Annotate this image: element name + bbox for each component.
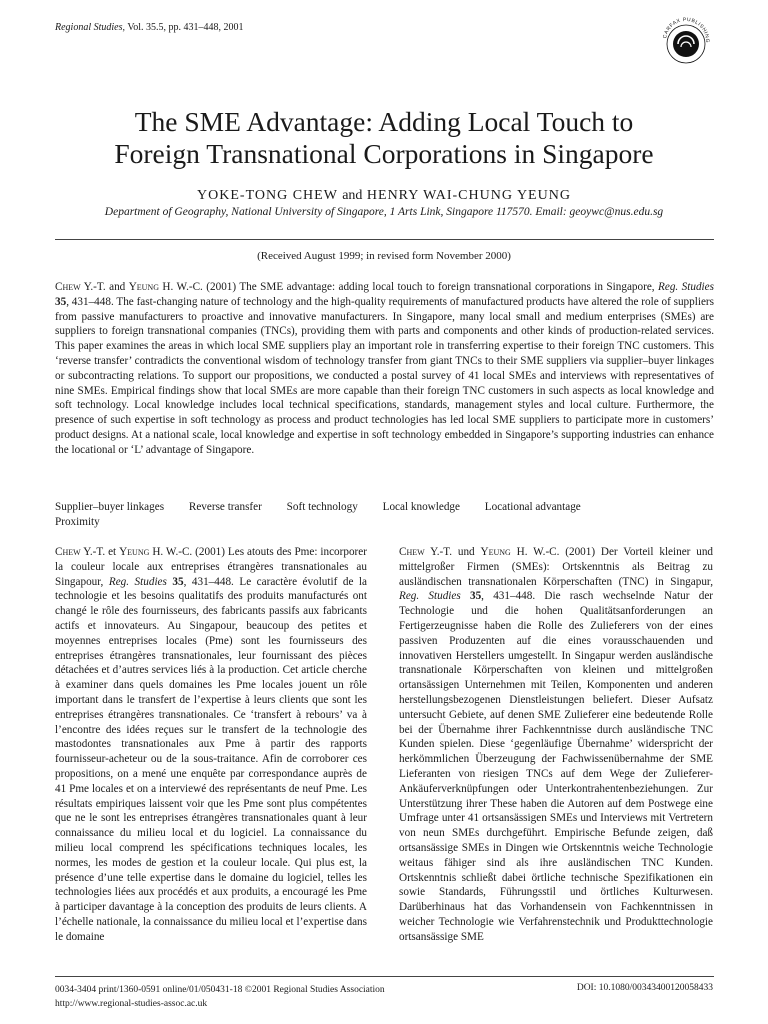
abstract-german: Chew Y.-T. und Yeung H. W.-C. (2001) Der Vorteil kleiner und mittelgroßer Firmen (SMEs): Ortskenntnis als Beitrag zu ausländischen transnationalen Körperschaften (TNC) in Singapur, Reg. Studies 35, 431–448. Die rasch wechselnde Natur der Technologie und die hohen Qualitätsanforderungen an Fertigerzeugnisse haben die Rolle des Zulieferers von der eines passiven Produzenten auf die eines vorausschauenden und innovativen Herstellers umgestellt. In Singapur werden ausländische transnationale Körperschaften von kleinen und mittelgroßen ortansässigen Unternehmen mit Teilen, Komponenten und anderen herstellungsbezogenen Dienstleistungen beliefert. Dieser Aufsatz untersucht Gebiete, auf denen SME Zulieferer eine bedeutende Rolle bei der Übernahme ihrer Fachkenntnisse durch ausländische TNC Kunden spielen. Diese ‘gegenläufige Übernahme’ widerspricht der herkömmlichen Überzeugung der Fachwissenübernahme der SME Lieferanten von riesigen TNCs auf dem Wege der Zulieferer-Ankäuferverknüpfungen oder Unterkontrahentenbeziehungen. Zur Unterstützung ihrer These haben die Autoren auf dem Postwege eine Umfrage unter 41 ortsansässigen SMEs und Interviews mit Vertretern von neun SMEs durchgeführt. Empirische Befunde zeigen, daß ortsansässige SMEs in Dingen wie Ortskenntnis weiche Technologie weitaus fähiger sind als ihre ausländischen TNC Kunden. Ortskenntnis schließt dabei örtliche technische Spezifikationen ein sowie Standards, Führungsstil und örtliches Kulturwesen. Darüberhinaus hat das Vorhandensein von Fachkenntnissen in weicher Technologie wie Verfahrenstechnik und Produkttechnologie ortsansässige SME [399,546,714,943]
author-second: HENRY WAI-CHUNG YEUNG [366,188,571,203]
footer-divider [55,976,714,977]
carfax-publishing-logo [658,13,714,69]
doi: DOI: 10.1080/00343400120058433 [576,983,713,993]
keyword: Soft technology [286,501,358,513]
top-divider [55,239,714,240]
authors [40,188,728,204]
keyword: Locational advantage [484,501,581,513]
journal-name: Regional Studies, [55,22,125,33]
footer-left [55,983,385,1011]
association-url[interactable]: http://www.regional-studies-assoc.ac.uk [55,999,208,1009]
received-dates: (Received August 1999; in revised form November 2000) [257,250,511,262]
authors-and: and [342,188,363,203]
journal-reference [55,22,244,33]
keywords [55,500,714,530]
keyword: Supplier–buyer linkages [55,501,165,513]
abstract-french: Chew Y.-T. et Yeung H. W.-C. (2001) Les atouts des Pme: incorporer la couleur locale aux entreprises étrangères transnationales au Singapour, Reg. Studies 35, 431–448. Le caractère évolutif de la technologie et les besoins qualitatifs des produits manufacturés ont changé le rôle des fournisseurs, des fabricants passifs aux fabricants actifs et innovateurs. Au Singapour, beaucoup des petites et moyennes entreprises locales (Pme) sont les fournisseurs des entreprises étrangères transnationales, leur fournissant des pièces détachées et d’autres services liés à la production. Cet article cherche à examiner dans quels domaines les Pme locales jouent un rôle important dans le transfert de l’expertise à leurs clients que sont les entreprises étrangères transnationales. Ce ‘transfert à rebours’ va à l’encontre des idées reçues sur le transfert de la technologie des mastodontes transnationales aux Pme à partir des rapports fournisseur-acheteur ou de la sous-traitance. Afin de corroborer ces propositions, on a mené une enquête par correspondance auprès de 41 Pme locales et on a interviewé des représentants de neuf Pme. Les résultats empiriques laissent voir que les Pme sont plus compétentes que ne le sont les entreprises étrangères transnationales quant à leur connaissance du milieu local et du logiciel. La connaissance du milieu local comprend les spécifications techniques locales, les normes, les modes de gestion et la couleur locale. Qui plus est, la présence d’une telle expertise dans le domaine du logiciel, telles les technologies liées aux procédés et aux produits, a encouragé les Pme à participer davantage à la conception des produits de leurs clients. A l’échelle nationale, la connaissance du milieu local et l’expertise dans le domaine [55,546,367,943]
issn-copyright: 0034-3404 print/1360-0591 online/01/050431-18 ©2001 Regional Studies Association [55,985,385,995]
logo-text: CARFAX PUBLISHING [662,16,711,44]
keyword: Proximity [55,516,100,528]
title-line-2: Foreign Transnational Corporations in Singapore [114,138,654,169]
keyword: Local knowledge [382,501,460,513]
title-line-1: The SME Advantage: Adding Local Touch to [134,106,634,137]
journal-details: Vol. 35.5, pp. 431–448, 2001 [125,22,244,33]
affiliation: Department of Geography, National University of Singapore, 1 Arts Link, Singapore 117570. Email: geoywc@nus.edu.sg [104,206,664,218]
keyword: Reverse transfer [188,501,262,513]
abstract-english: Chew Y.-T. and Yeung H. W.-C. (2001) The SME advantage: adding local touch to foreign transnational corporations in Singapore, Reg. Studies 35, 431–448. The fast-changing nature of technology and the high-quality requirements of manufactured products have altered the role of suppliers from passive manufacturers to proactive and innovative manufacturers. In Singapore, many local small and medium enterprises (SMEs) are suppliers to foreign transnational companies (TNCs), providing them with parts and components and other kinds of production-related services. This paper examines the areas in which local SME suppliers play an important role in transferring expertise to their foreign TNC customers. This ‘reverse transfer’ contradicts the conventional wisdom of technology transfer from giant TNCs to their SME suppliers via supplier–buyer linkages or subcontracting relations. To support our propositions, we conducted a postal survey of 41 local SMEs and interviews with representatives of nine SMEs. Empirical findings show that local SMEs are more capable than their foreign TNC customers in such aspects as local knowledge and soft technology. Local knowledge includes local technical specifications, standards, management styles and local culture. Furthermore, the presence of such expertise in soft technology as process and product technologies has led local SME suppliers to participate more in customers’ product designs. At a national scale, local knowledge and expertise in soft technology embedded in Singapore’s supporting industries can enhance the locational or ‘L’ advantage of Singapore. [55,281,714,456]
author-first: YOKE-TONG CHEW [197,188,338,203]
paper-title [40,106,728,170]
